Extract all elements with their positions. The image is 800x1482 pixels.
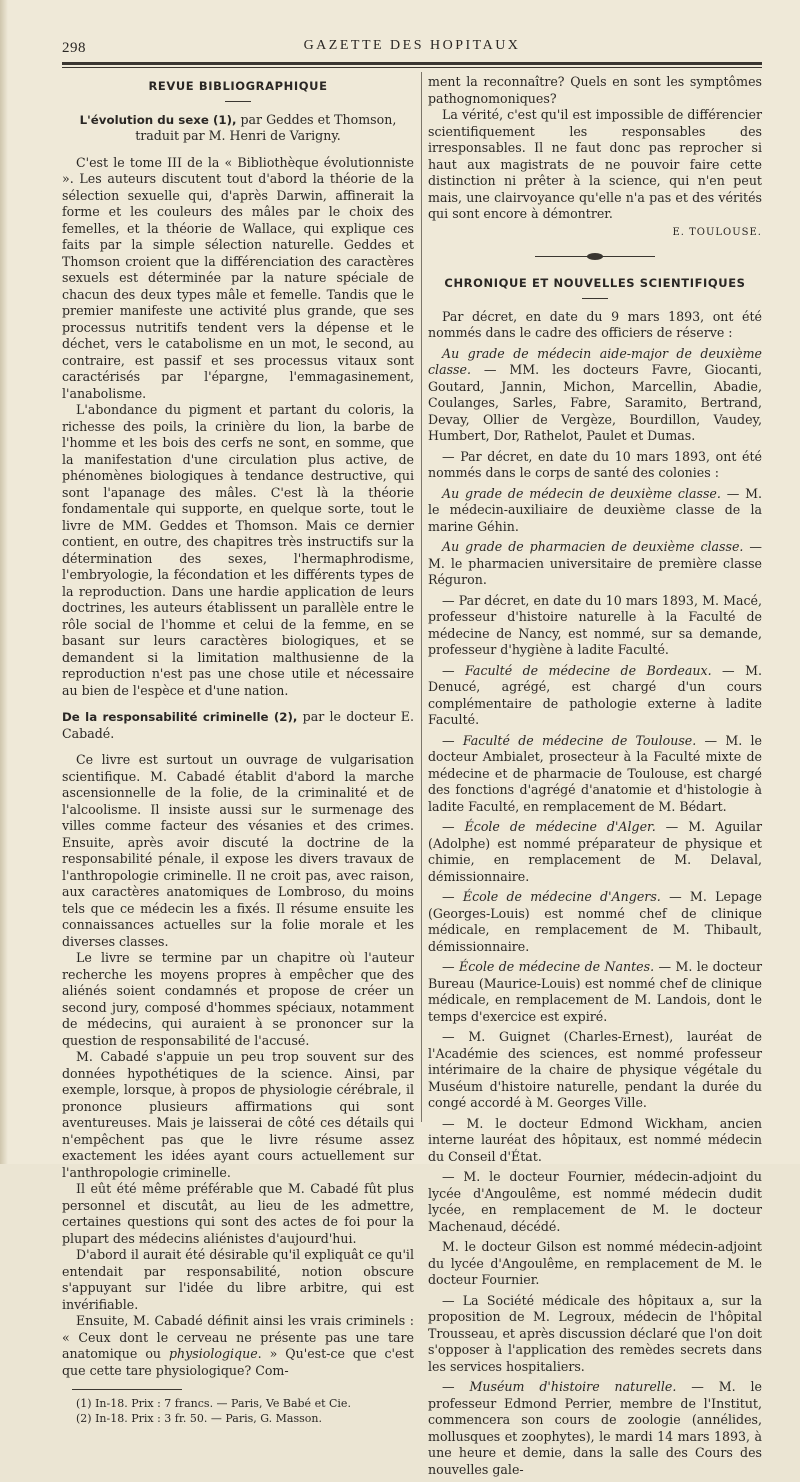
book2-paragraph-last xyxy=(62,1313,414,1379)
news-item-dash: — xyxy=(442,819,465,834)
book1-heading xyxy=(62,112,414,145)
news-item-text: — MM. les docteurs Favre, Giocanti, Goutard, Jannin, Michon, Marcellin, Abadie, Coulanges, Sarles, Fabre, Saramito, Bertrand, Devay, Ollier de Vergèze, Bourdillon, Vaudey, Humbert, Dor, Rathelot, Paulet et Dumas. xyxy=(428,362,762,443)
news-item xyxy=(428,819,762,885)
section-title-chronique: CHRONIQUE ET NOUVELLES SCIENTIFIQUES xyxy=(444,276,746,290)
journal-title: GAZETTE DES HOPITAUX xyxy=(303,38,521,53)
news-item-text: — M. Aguilar (Adolphe) est nommé préparateur de physique et chimie, en remplacement de M. Delaval, démissionnaire. xyxy=(428,819,762,884)
book2-title: De la responsabilité criminelle (2), xyxy=(62,710,298,724)
news-item-heading: École de médecine d'Alger. xyxy=(464,819,656,834)
book2-last-text-b: . » Qu'est-ce que c'est que cette tare physiologique? Com- xyxy=(62,1346,414,1378)
book1-paragraph: C'est le tome III de la « Bibliothèque évolutionniste ». Les auteurs discutent tout d'abord la théorie de la sélection sexuelle qui, d'après Darwin, affinerait la forme et les couleurs des mâles par le choix des femelles, et la théorie de Wallace, qui explique ces faits par la simple sélection naturelle. Geddes et Thomson croient que la différenciation des caractères sexuels est déterminée par la nature spéciale de chacun des deux types mâle et femelle. Tandis que le premier manifeste une activité plus grande, que ses processus nutritifs tendent vers la dépense et le déchet, vers le catabolisme en un mot, le second, au contraire, est passif et ses processus vitaux sont caractérisés par l'épargne, l'emmagasinement, l'anabolisme. xyxy=(62,154,414,401)
news-item-heading: Au grade de pharmacien de deuxième classe. xyxy=(442,539,744,554)
news-item-heading: École de médecine de Nantes. xyxy=(459,959,655,974)
news-item xyxy=(428,1239,762,1289)
news-item xyxy=(428,1169,762,1235)
news-item xyxy=(428,1379,762,1478)
book2-last-text-a: Ensuite, M. Cabadé définit ainsi les vrais criminels : « Ceux dont le cerveau ne présente pas une tare anatomique ou xyxy=(62,1313,414,1361)
news-item xyxy=(428,539,762,589)
news-item xyxy=(428,733,762,816)
column-divider xyxy=(421,72,422,1122)
news-item-dash: — xyxy=(442,959,459,974)
news-item xyxy=(428,1029,762,1112)
news-item-heading: École de médecine d'Angers. xyxy=(462,889,661,904)
news-item xyxy=(428,486,762,536)
news-item-text: — La Société médicale des hôpitaux a, sur la proposition de M. Legroux, médecin de l'hôpital Trousseau, et après discussion déclaré que l'on doit s'opposer à l'application des remèdes secrets dans les services hospitaliers. xyxy=(428,1292,762,1374)
news-item-dash: — xyxy=(442,1379,470,1394)
footnote-rule xyxy=(72,1389,182,1390)
news-item-heading: Faculté de médecine de Bordeaux. xyxy=(465,662,712,678)
news-item-text: — Par décret, en date du 10 mars 1893, M. Macé, professeur d'histoire naturelle à la Faculté de médecine de Nancy, est nommé, sur sa demande, professeur d'hygiène à ladite Faculté. xyxy=(428,592,762,657)
book2-paragraph: Il eût été même préférable que M. Cabadé fût plus personnel et discutât, au lieu de les admettre, certaines questions qui sont des actes de foi pour la plupart des médecins aliénistes d'aujourd'hui. xyxy=(62,1181,414,1246)
news-item xyxy=(428,346,762,445)
news-item xyxy=(428,959,762,1025)
author-signature: E. TOULOUSE. xyxy=(672,226,762,238)
book1-byline: par Geddes et Thomson, traduit par M. Henri de Varigny. xyxy=(135,111,397,143)
news-item-text: — M. Lepage (Georges-Louis) est nommé chef de clinique médicale, en remplacement de M. Thibault, démissionnaire. xyxy=(428,889,762,954)
news-item xyxy=(428,663,762,729)
ornament-divider xyxy=(535,253,655,261)
book1-title: L'évolution du sexe (1), xyxy=(79,112,237,127)
news-item-heading: Muséum d'histoire naturelle. xyxy=(469,1379,677,1394)
news-item-text: — M. le professeur Edmond Perrier, membre de l'Institut, commencera son cours de zoologie (annélides, mollusques et zoophytes), le mardi 14 mars 1893, à une heure et demie, dans la salle des Cours des nouvelles gale- xyxy=(428,1379,762,1477)
footnote: (2) In-18. Prix : 3 fr. 50. — Paris, G. Masson. xyxy=(76,1412,322,1425)
news-item-text: — M. le docteur Bureau (Maurice-Louis) est nommé chef de clinique médicale, en remplacement de M. Landois, dont le temps d'exercice est expiré. xyxy=(428,959,763,1024)
news-item-heading: Au grade de médecin aide-major de deuxième classe. xyxy=(428,345,762,377)
book1-paragraph: L'abondance du pigment et partant du coloris, la richesse des poils, la crinière du lion, la barbe de l'homme et les bois des cerfs ne sont, en somme, que la manifestation d'une circulation plus active, de phénomènes biologiques à tendance destructive, qui sont l'apanage des mâles. C'est là la théorie fondamentale qui supporte, en quelque sorte, tout le livre de MM. Geddes et Thomson. Mais ce dernier contient, en outre, des chapitres très instructifs sur la détermination des sexes, l'hermaphrodisme, l'embryologie, la fécondation et les différents types de la reproduction. Dans une hardie application de leurs doctrines, les auteurs établissent un parallèle entre le rôle social de l'homme et celui de la femme, en se basant sur leurs caractères biologiques, et se demandent si la limitation malthusienne de la reproduction n'est pas une chose utile et nécessaire au bien de l'espèce et d'une nation. xyxy=(62,402,414,698)
header-rule-thin xyxy=(62,67,762,68)
page-number: 298 xyxy=(62,40,86,56)
news-item xyxy=(428,309,762,342)
book2-paragraph: Ce livre est surtout un ouvrage de vulgarisation scientifique. M. Cabadé établit d'abord la marche ascensionnelle de la folie, de la criminalité et de l'alcoolisme. Il insiste aussi sur le surmenage des villes comme facteur des vésanies et des crimes. Ensuite, après avoir discuté la doctrine de la responsabilité pénale, il expose les divers travaux de l'anthropologie criminelle. Il ne croit pas, avec raison, aux caractères anatomiques de Lombroso, du moins tels que ce médecin les a fixés. Il résume ensuite les connaissances actuelles sur la folie morale et les diverses classes. xyxy=(62,752,414,949)
section-title-revue: REVUE BIBLIOGRAPHIQUE xyxy=(148,79,328,93)
news-item-heading: Au grade de médecin de deuxième classe. xyxy=(442,485,721,501)
news-item-text: — M. le pharmacien universitaire de première classe Réguron. xyxy=(428,539,762,587)
news-item-text: Par décret, en date du 9 mars 1893, ont été nommés dans le cadre des officiers de réserve : xyxy=(428,308,762,340)
book2-byline: par le docteur E. Cabadé. xyxy=(62,709,414,741)
news-item xyxy=(428,889,762,955)
continuation-paragraph: ment la reconnaître? Quels en sont les symptômes pathognomoniques? xyxy=(428,74,762,106)
page-header xyxy=(62,38,762,60)
book2-paragraph: D'abord il aurait été désirable qu'il expliquât ce qu'il entendait par responsabilité, notion obscure s'appuyant sur l'idée du libre arbitre, qui est invérifiable. xyxy=(62,1247,414,1312)
book2-last-italic: physiologique xyxy=(168,1346,258,1361)
news-item-text: — M. le docteur Ambialet, prosecteur à la Faculté mixte de médecine et de pharmacie de Toulouse, est chargé des fonctions d'agrégé d'anatomie et d'histologie à ladite Faculté, en remplacement de M. Bédart. xyxy=(428,732,762,814)
news-item-dash: — xyxy=(442,662,466,678)
news-item-text: — M. Guignet (Charles-Ernest), lauréat de l'Académie des sciences, est nommé professeur intérimaire de la chaire de physique végétale du Muséum d'histoire naturelle, pendant la durée du congé accordé à M. Georges Ville. xyxy=(428,1029,762,1110)
section-rule xyxy=(225,101,251,102)
book2-heading xyxy=(62,709,414,742)
page-spine-shadow xyxy=(0,0,8,1164)
news-item-dash: — xyxy=(442,732,463,748)
news-items xyxy=(428,309,762,1479)
news-item-text: — M. le docteur Edmond Wickham, ancien interne lauréat des hôpitaux, est nommé médecin du Conseil d'État. xyxy=(428,1115,762,1164)
book2-paragraph: M. Cabadé s'appuie un peu trop souvent sur des données hypothétiques de la science. Ainsi, par exemple, lorsque, à propos de physiologie cérébrale, il prononce plusieurs affirmations qui sont aventureuses. Mais je laisserai de côté ces détails qui n'empêchent pas que le livre résume assez exactement les idées ayant cours actuellement sur l'anthropologie criminelle. xyxy=(62,1049,414,1180)
header-rule-thick xyxy=(62,62,762,65)
news-item-text: — M. Denucé, agrégé, est chargé d'un cours complémentaire de pathologie externe à ladite Faculté. xyxy=(428,662,762,727)
news-item xyxy=(428,1293,762,1376)
news-item xyxy=(428,1116,762,1166)
news-item-text: — M. le médecin-auxiliaire de deuxième classe de la marine Géhin. xyxy=(428,485,763,534)
news-item xyxy=(428,593,762,659)
news-item-heading: Faculté de médecine de Toulouse. xyxy=(462,732,697,748)
news-item-text: M. le docteur Gilson est nommé médecin-adjoint du lycée d'Angoulême, en remplacement de M. le docteur Fournier. xyxy=(428,1239,762,1287)
book2-paragraph: Le livre se termine par un chapitre où l'auteur recherche les moyens propres à empêcher que des aliénés soient condamnés et propose de créer un second jury, composé d'hommes spéciaux, notamment de médecins, qui auraient à se prononcer sur la question de responsabilité de l'accusé. xyxy=(62,950,414,1048)
news-item-text: — M. le docteur Fournier, médecin-adjoint du lycée d'Angoulême, est nommé médecin dudit lycée, en remplacement de M. le docteur Machenaud, décédé. xyxy=(428,1169,762,1234)
news-item-dash: — xyxy=(442,889,463,904)
footnote: (1) In-18. Prix : 7 francs. — Paris, Ve Babé et Cie. xyxy=(76,1397,351,1410)
left-column xyxy=(62,74,414,1426)
right-column xyxy=(428,74,762,1482)
news-item-text: — Par décret, en date du 10 mars 1893, ont été nommés dans le corps de santé des colonies : xyxy=(428,448,762,480)
continuation-paragraph: La vérité, c'est qu'il est impossible de différencier scientifiquement les responsables des irresponsables. Il ne faut donc pas reprocher si haut aux magistrats de ne pouvoir faire cette distinction ni prêter à la science, qui n'en peut mais, une clairvoyance qu'elle n'a pas et des vérités qui sont encore à démontrer. xyxy=(428,107,762,221)
news-item xyxy=(428,449,762,482)
section-rule xyxy=(582,298,608,299)
